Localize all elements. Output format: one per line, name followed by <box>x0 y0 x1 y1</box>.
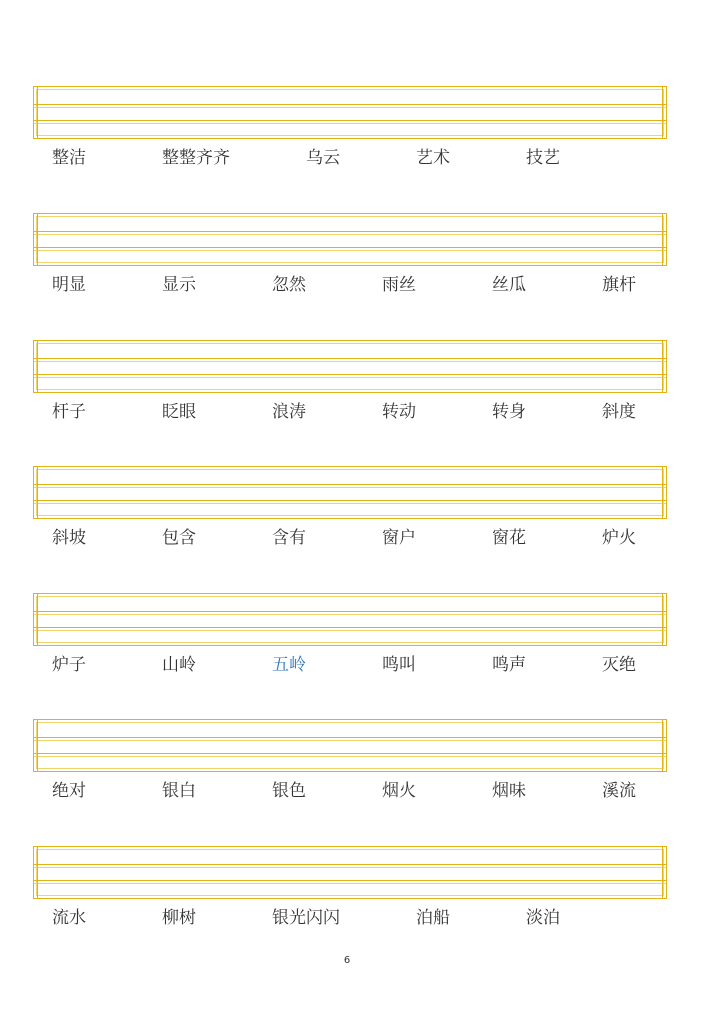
vocab-word: 转动 <box>382 402 416 422</box>
writing-row-7 <box>33 846 667 928</box>
vocab-word: 柳树 <box>162 908 196 928</box>
writing-grid <box>33 466 667 519</box>
writing-row-1 <box>33 86 667 168</box>
vocab-word: 绝对 <box>52 781 86 801</box>
writing-grid <box>33 846 667 899</box>
vocab-word: 艺术 <box>416 148 450 168</box>
writing-grid <box>33 86 667 139</box>
writing-row-3 <box>33 340 667 422</box>
vocab-word: 烟火 <box>382 781 416 801</box>
vocab-word: 明显 <box>52 275 86 295</box>
vocab-word: 丝瓜 <box>492 275 526 295</box>
writing-row-5 <box>33 593 667 675</box>
vocab-word: 银白 <box>162 781 196 801</box>
vocab-word: 整洁 <box>52 148 86 168</box>
vocab-word: 雨丝 <box>382 275 416 295</box>
vocab-word: 窗户 <box>382 528 416 548</box>
vocab-word: 眨眼 <box>162 402 196 422</box>
page-number: 6 <box>343 955 351 966</box>
vocab-word: 窗花 <box>492 528 526 548</box>
writing-grid <box>33 719 667 772</box>
writing-grid <box>33 213 667 266</box>
vocab-word: 斜度 <box>602 402 636 422</box>
vocab-word: 含有 <box>272 528 306 548</box>
vocab-word: 烟味 <box>492 781 526 801</box>
vocab-word: 整整齐齐 <box>162 148 230 168</box>
vocab-word: 显示 <box>162 275 196 295</box>
writing-row-4 <box>33 466 667 548</box>
vocab-word: 斜坡 <box>52 528 86 548</box>
vocab-word: 杆子 <box>52 402 86 422</box>
writing-row-6 <box>33 719 667 801</box>
vocab-word: 淡泊 <box>526 908 560 928</box>
vocab-word: 包含 <box>162 528 196 548</box>
writing-grid <box>33 593 667 646</box>
vocab-word: 乌云 <box>306 148 340 168</box>
vocab-word: 鸣叫 <box>382 655 416 675</box>
vocab-word: 炉子 <box>52 655 86 675</box>
vocab-word: 银光闪闪 <box>272 908 340 928</box>
vocab-word: 流水 <box>52 908 86 928</box>
vocab-word: 浪涛 <box>272 402 306 422</box>
vocab-word: 山岭 <box>162 655 196 675</box>
vocab-word: 溪流 <box>602 781 636 801</box>
vocab-word: 灭绝 <box>602 655 636 675</box>
vocab-word-highlighted: 五岭 <box>272 655 306 675</box>
vocab-word: 泊船 <box>416 908 450 928</box>
vocab-word: 忽然 <box>272 275 306 295</box>
vocab-word: 炉火 <box>602 528 636 548</box>
vocab-word: 银色 <box>272 781 306 801</box>
writing-row-2 <box>33 213 667 295</box>
vocab-word: 鸣声 <box>492 655 526 675</box>
vocab-word: 旗杆 <box>602 275 636 295</box>
vocab-word: 技艺 <box>526 148 560 168</box>
writing-grid <box>33 340 667 393</box>
vocab-word: 转身 <box>492 402 526 422</box>
